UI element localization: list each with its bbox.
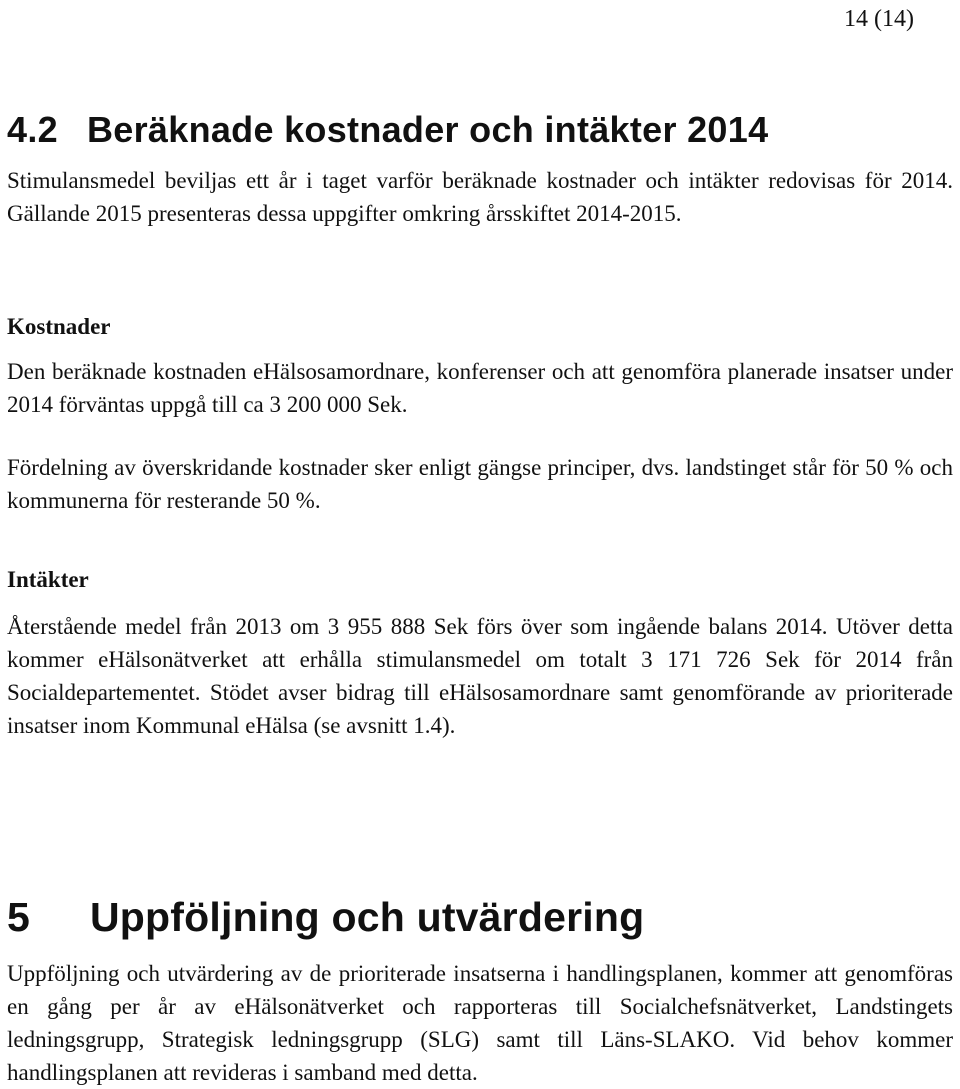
section-title: Uppföljning och utvärdering [90,894,645,940]
intakter-paragraph: Återstående medel från 2013 om 3 955 888 Sek förs över som ingående balans 2014. Utöver detta kommer eHälsonätverket att erhålla stimulansmedel om totalt 3 171 726 Sek för 2014 från Socialdepartementet. Stödet avser bidrag till eHälsosamordnare samt genomförande av prioriterade insatser inom Kommunal eHälsa (se avsnitt 1.4). [7,614,953,738]
section-number: 4.2 [7,109,58,150]
uppfoljning-paragraph: Uppföljning och utvärdering av de prioriterade insatserna i handlingsplanen, kommer att genomföras en gång per år av eHälsonätverket och rapporteras till Socialchefsnätverket, Landstingets ledningsgrupp, Strategisk ledningsgrupp (SLG) samt till Läns-SLAKO. Vid behov kommer handlingsplanen att revideras i samband med detta. [7,961,953,1085]
section-heading-5 [7,892,644,942]
kostnader-paragraph-2: Fördelning av överskridande kostnader sker enligt gängse principer, dvs. landstinget står för 50 % och kommunerna för resterande 50 %. [7,455,953,513]
subheading-kostnader: Kostnader [7,314,111,339]
subheading-intakter: Intäkter [7,567,89,592]
intro-paragraph: Stimulansmedel beviljas ett år i taget varför beräknade kostnader och intäkter redovisas för 2014. Gällande 2015 presenteras dessa uppgifter omkring årsskiftet 2014-2015. [7,168,953,226]
page-number: 14 (14) [844,6,914,32]
section-heading-4-2 [7,108,768,152]
kostnader-paragraph-1: Den beräknade kostnaden eHälsosamordnare, konferenser och att genomföra planerade insatser under 2014 förväntas uppgå till ca 3 200 000 Sek. [7,359,953,417]
section-title: Beräknade kostnader och intäkter 2014 [87,109,769,150]
section-number: 5 [7,894,31,940]
